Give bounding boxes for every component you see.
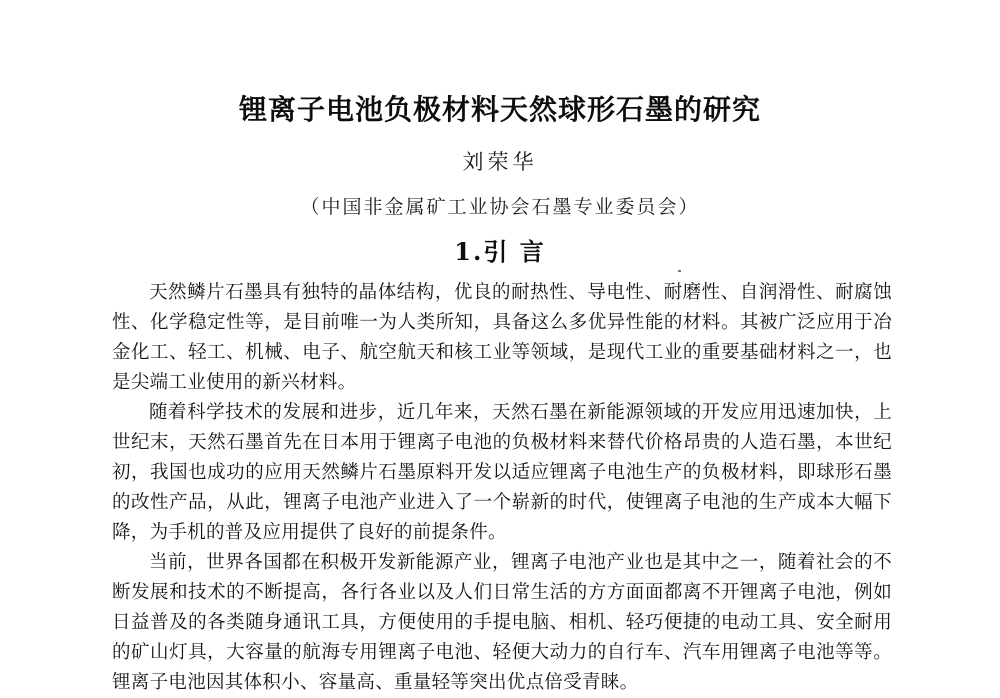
paper-title: 锂离子电池负极材料天然球形石墨的研究 bbox=[238, 93, 761, 126]
author-name: 刘荣华 bbox=[462, 150, 538, 174]
section-heading: 1.引 言 bbox=[454, 237, 546, 266]
author-affiliation: （中国非金属矿工业协会石墨专业委员会） bbox=[300, 196, 700, 218]
paragraph: 当前，世界各国都在积极开发新能源产业，锂离子电池产业也是其中之一，随着社会的不断发展和技术的不断提高，各行各业以及人们日常生活的方方面面都离不开锂离子电池，例如日益普及的各类随身通讯工具，方便使用的手提电脑、相机、轻巧便捷的电动工具、安全耐用的矿山灯具，大容量的航海专用锂离子电池、轻便大动力的自行车、汽车用锂离子电池等等。锂离子电池因其体积小、容量高、重量轻等突出优点倍受青睐。 bbox=[112, 552, 892, 693]
body-text bbox=[112, 278, 892, 698]
paragraph: 天然鳞片石墨具有独特的晶体结构，优良的耐热性、导电性、耐磨性、自润滑性、耐腐蚀性、化学稳定性等，是目前唯一为人类所知，具备这么多优异性能的材料。其被广泛应用于冶金化工、轻工、机械、电子、航空航天和核工业等领域，是现代工业的重要基础材料之一，也是尖端工业使用的新兴材料。 bbox=[112, 282, 892, 393]
scan-speck bbox=[678, 270, 681, 272]
paragraph: 随着科学技术的发展和进步，近几年来，天然石墨在新能源领域的开发应用迅速加快，上世纪末，天然石墨首先在日本用于锂离子电池的负极材料来替代价格昂贵的人造石墨，本世纪初，我国也成功的应用天然鳞片石墨原料开发以适应锂离子电池生产的负极材料，即球形石墨的改性产品，从此，锂离子电池产业进入了一个崭新的时代，使锂离子电池的生产成本大幅下降，为手机的普及应用提供了良好的前提条件。 bbox=[112, 402, 892, 543]
